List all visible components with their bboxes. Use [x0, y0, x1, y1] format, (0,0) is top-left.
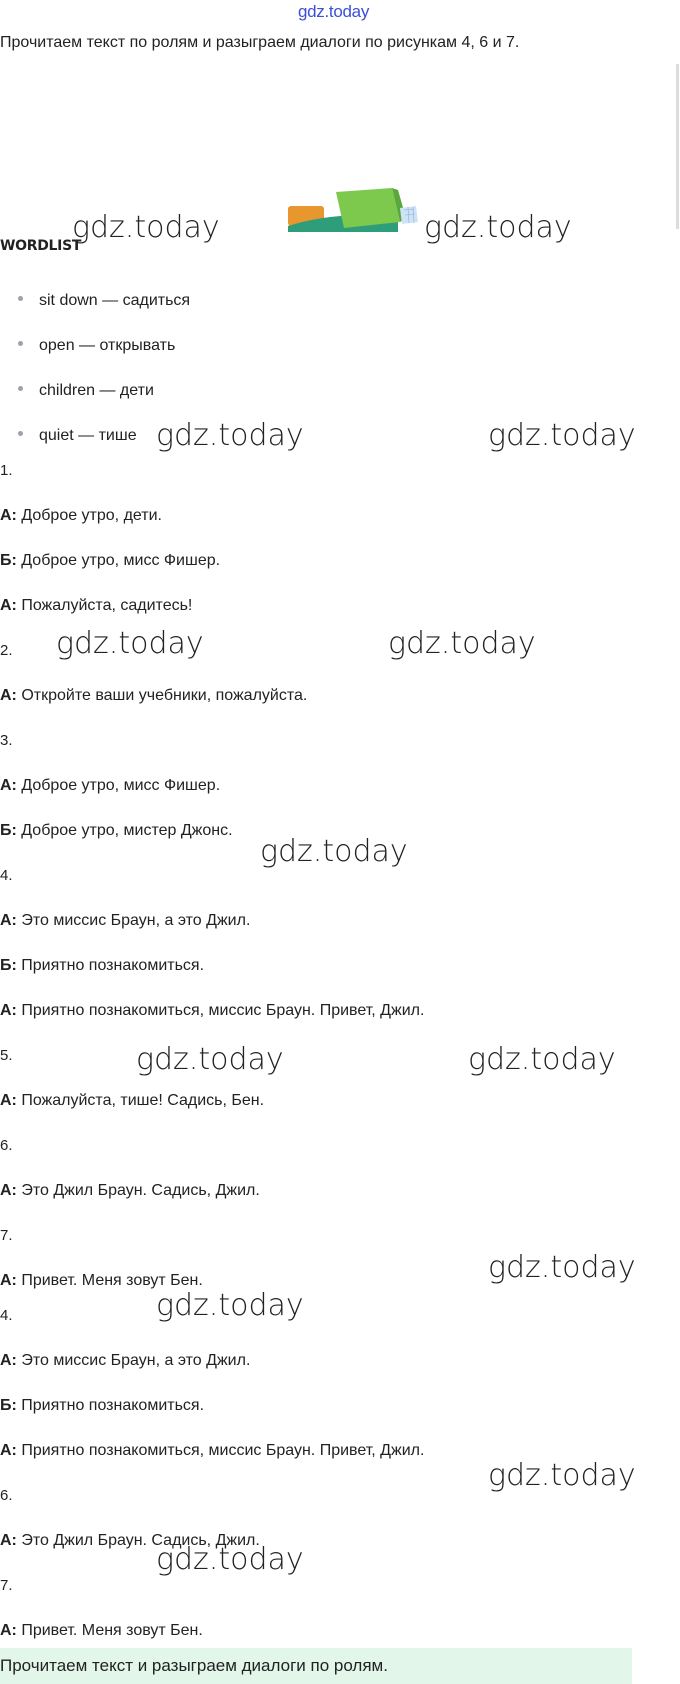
dialogue-line: Б: Приятно познакомиться.: [0, 1397, 205, 1414]
watermark: gdz.today: [136, 1042, 284, 1077]
watermark: gdz.today: [72, 210, 220, 245]
intro-text: Прочитаем текст по ролям и разыграем диалоги по рисункам 4, 6 и 7.: [0, 34, 520, 51]
dialogue-line: Б: Доброе утро, мисс Фишер.: [0, 552, 221, 569]
wordlist-item: quiet — тише: [18, 427, 137, 445]
watermark: gdz.today: [156, 418, 304, 453]
dialogue-number: 6.: [0, 1137, 13, 1154]
watermark: gdz.today: [260, 834, 408, 869]
dialogue-line: А: Это миссис Браун, а это Джил.: [0, 1352, 251, 1369]
dialogue-line: А: Привет. Меня зовут Бен.: [0, 1272, 203, 1289]
dialogue-line: А: Откройте ваши учебники, пожалуйста.: [0, 687, 308, 704]
bullet-icon: [18, 341, 23, 346]
bullet-icon: [18, 431, 23, 436]
dialogue-line: А: Это миссис Браун, а это Джил.: [0, 912, 251, 929]
dialogue-number: 1.: [0, 462, 13, 479]
site-logo[interactable]: gdz.today: [298, 2, 370, 21]
dialogue-line: Б: Доброе утро, мистер Джонс.: [0, 822, 233, 839]
watermark: gdz.today: [488, 1250, 636, 1285]
wordlist-item: children — дети: [18, 382, 154, 400]
watermark: gdz.today: [156, 1288, 304, 1323]
footer-text: Прочитаем текст и разыграем диалоги по ролям.: [0, 1656, 388, 1675]
book-illustration: [288, 188, 420, 232]
dialogue-number: 5.: [0, 1047, 13, 1064]
dialogue-number: 6.: [0, 1487, 13, 1504]
dialogue-line: А: Привет. Меня зовут Бен.: [0, 1622, 203, 1639]
watermark: gdz.today: [156, 1542, 304, 1577]
dialogue-number: 7.: [0, 1227, 13, 1244]
wordlist-item: sit down — садиться: [18, 292, 190, 310]
watermark: gdz.today: [56, 626, 204, 661]
wordlist-item: open — открывать: [18, 337, 175, 355]
watermark: gdz.today: [488, 1458, 636, 1493]
dialogue-number: 7.: [0, 1577, 13, 1594]
watermark: gdz.today: [424, 210, 572, 245]
dialogue-number: 4.: [0, 1307, 13, 1324]
watermark: gdz.today: [488, 418, 636, 453]
dialogue-number: 2.: [0, 642, 13, 659]
dialogue-line: Б: Приятно познакомиться.: [0, 957, 205, 974]
dialogue-line: А: Пожалуйста, тише! Садись, Бен.: [0, 1092, 265, 1109]
dialogue-line: А: Это Джил Браун. Садись, Джил.: [0, 1182, 260, 1199]
watermark: gdz.today: [468, 1042, 616, 1077]
watermark: gdz.today: [388, 626, 536, 661]
dialogue-number: 3.: [0, 732, 13, 749]
dialogue-line: А: Доброе утро, дети.: [0, 507, 162, 524]
dialogue-line: А: Это Джил Браун. Садись, Джил.: [0, 1532, 260, 1549]
bullet-icon: [18, 386, 23, 391]
dialogue-line: А: Приятно познакомиться, миссис Браун. Привет, Джил.: [0, 1002, 425, 1019]
dialogue-line: А: Приятно познакомиться, миссис Браун. Привет, Джил.: [0, 1442, 425, 1459]
dialogue-line: А: Пожалуйста, садитесь!: [0, 597, 193, 614]
scrollbar[interactable]: [676, 64, 679, 229]
dialogue-number: 4.: [0, 867, 13, 884]
bullet-icon: [18, 296, 23, 301]
footer-banner: [0, 1648, 632, 1684]
dialogue-line: А: Доброе утро, мисс Фишер.: [0, 777, 221, 794]
wordlist-title: WORDLIST: [0, 238, 82, 254]
